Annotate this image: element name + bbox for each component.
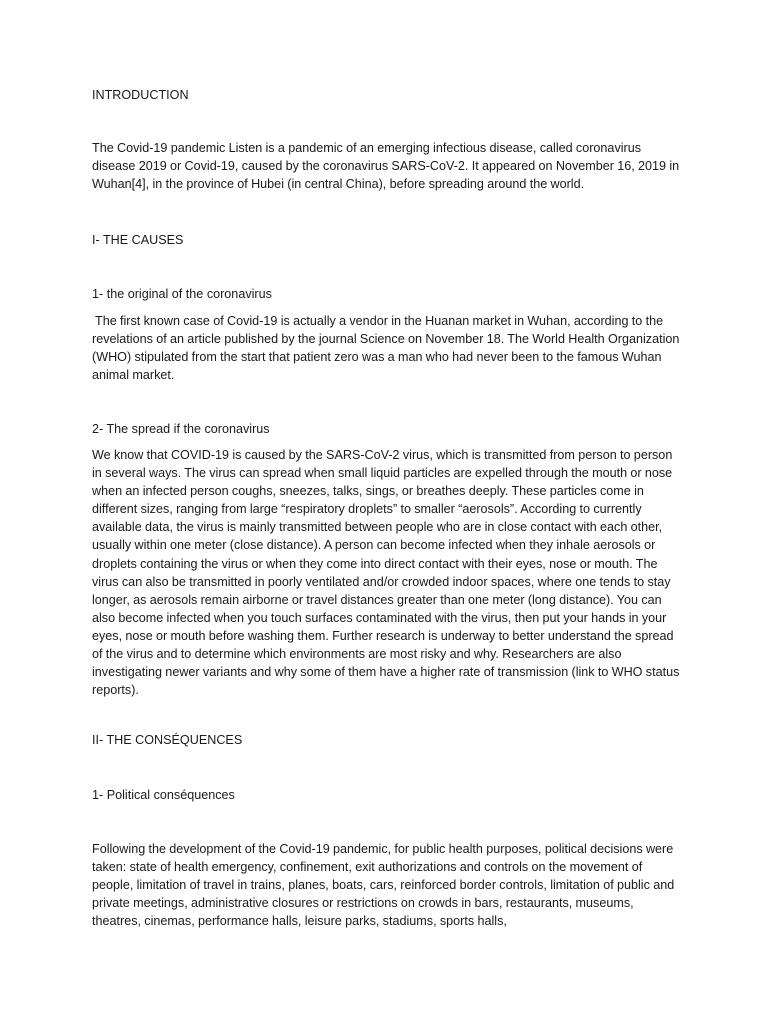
original-subheading: 1- the original of the coronavirus (92, 287, 272, 301)
introduction-heading: INTRODUCTION (92, 88, 189, 102)
introduction-paragraph: The Covid-19 pandemic Listen is a pandemic of an emerging infectious disease, called coronavirus disease 2019 or Covid-19, caused by the coronavirus SARS-CoV-2. It appeared on November 16, 2019 in Wuhan[4], in the province of Hubei (in central China), before spreading around the world. (92, 141, 680, 192)
original-paragraph: The first known case of Covid-19 is actually a vendor in the Huanan market in Wuhan, according to the revelations of an article published by the journal Science on November 18. The World Health Organization (WHO) stipulated from the start that patient zero was a man who had never been to the famous Wuhan animal market. (92, 314, 680, 383)
political-paragraph: Following the development of the Covid-19 pandemic, for public health purposes, political decisions were taken: state of health emergency, confinement, exit authorizations and controls on the movement of people, limitation of travel in trains, planes, boats, cars, reinforced border controls, limitation of public and private meetings, administrative closures or restrictions on crowds in bars, restaurants, museums, theatres, cinemas, performance halls, leisure parks, stadiums, sports halls, (92, 842, 675, 929)
causes-heading: I- THE CAUSES (92, 233, 184, 247)
consequences-heading: II- THE CONSÉQUENCES (92, 733, 243, 747)
spread-subheading: 2- The spread if the coronavirus (92, 422, 270, 436)
spread-paragraph: We know that COVID-19 is caused by the SARS-CoV-2 virus, which is transmitted from person to person in several ways. The virus can spread when small liquid particles are expelled through the mouth or nose when an infected person coughs, sneezes, talks, sings, or breathes deeply. These particles come in different sizes, ranging from large “respiratory droplets” to smaller “aerosols”. According to currently available data, the virus is mainly transmitted between people who are in close contact with each other, usually within one meter (close distance). A person can become infected when they inhale aerosols or droplets containing the virus or when they come into direct contact with their eyes, nose or mouth. The virus can also be transmitted in poorly ventilated and/or crowded indoor spaces, where one tends to stay longer, as aerosols remain airborne or travel distances greater than one meter (long distance). You can also become infected when you touch surfaces contaminated with the virus, then put your hands in your eyes, nose or mouth before washing them. Further research is underway to better understand the spread of the virus and to determine which environments are most risky and why. Researchers are also investigating newer variants and why some of them have a higher rate of transmission (link to WHO status reports). (92, 448, 680, 698)
political-subheading: 1- Political conséquences (92, 788, 235, 802)
